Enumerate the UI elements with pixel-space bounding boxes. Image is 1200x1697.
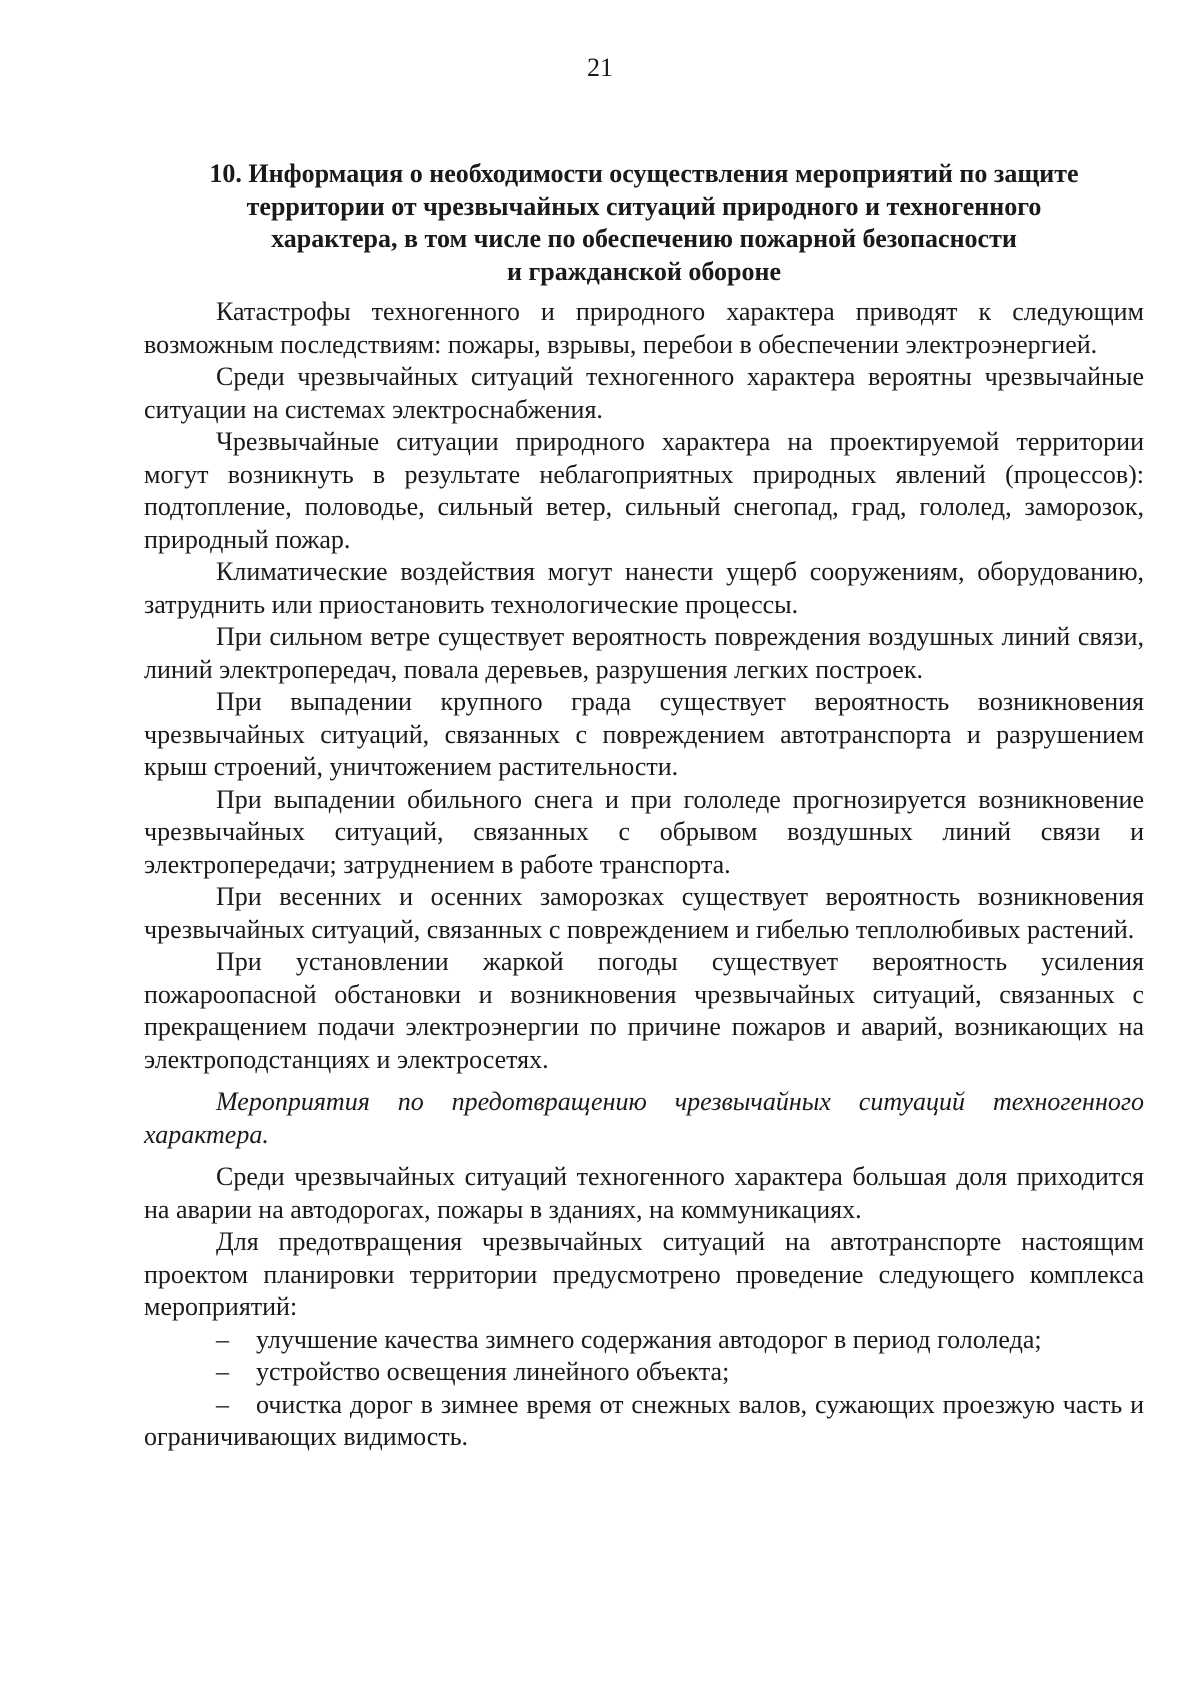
paragraph: Климатические воздействия могут нанести ущерб сооружениям, оборудованию, затруднить или приостановить технологические процессы. — [144, 557, 1144, 619]
measures-list — [144, 1324, 1144, 1454]
paragraph: Чрезвычайные ситуации природного характера на проектируемой территории могут возникнуть в результате неблагоприятных природных явлений (процессов): подтопление, половодье, сильный ветер, сильный снегопад, град, гололед, заморозок, природный пожар. — [144, 427, 1144, 554]
paragraph: Среди чрезвычайных ситуаций техногенного характера большая доля приходится на аварии на автодорогах, пожары в зданиях, на коммуникациях. — [144, 1162, 1144, 1224]
heading-line: характера, в том числе по обеспечению пожарной безопасности — [271, 224, 1017, 253]
paragraph: Среди чрезвычайных ситуаций техногенного характера вероятны чрезвычайные ситуации на системах электроснабжения. — [144, 362, 1144, 424]
paragraph: При весенних и осенних заморозках существует вероятность возникновения чрезвычайных ситуаций, связанных с повреждением и гибелью теплолюбивых растений. — [144, 882, 1144, 944]
paragraph: Катастрофы техногенного и природного характера приводят к следующим возможным последствиям: пожары, взрывы, перебои в обеспечении электроэнергией. — [144, 297, 1144, 359]
list-item-text: улучшение качества зимнего содержания автодорог в период гололеда; — [256, 1324, 1042, 1354]
list-item — [144, 1389, 1144, 1454]
italic-subheading: Мероприятия по предотвращению чрезвычайных ситуаций техногенного характера. — [144, 1087, 1144, 1149]
page-content — [144, 158, 1144, 1454]
list-dash: – — [216, 1357, 229, 1386]
section-heading — [144, 158, 1144, 288]
paragraph: Для предотвращения чрезвычайных ситуаций на автотранспорте настоящим проектом планировки территории предусмотрено проведение следующего комплекса мероприятий: — [144, 1227, 1144, 1321]
heading-line: 10. Информация о необходимости осуществления мероприятий по защите — [209, 159, 1079, 188]
heading-line: территории от чрезвычайных ситуаций природного и техногенного — [246, 191, 1042, 221]
paragraph: При сильном ветре существует вероятность повреждения воздушных линий связи, линий электропередач, повала деревьев, разрушения легких построек. — [144, 622, 1144, 684]
list-item — [144, 1324, 1144, 1357]
list-item-text: устройство освещения линейного объекта; — [256, 1357, 730, 1386]
list-dash: – — [216, 1389, 229, 1419]
heading-line: и гражданской обороне — [506, 256, 782, 286]
list-item — [144, 1356, 1144, 1389]
paragraph: При выпадении обильного снега и при гололеде прогнозируется возникновение чрезвычайных ситуаций, связанных с обрывом воздушных линий связи и электропередачи; затруднением в работе транспорта. — [144, 784, 1144, 879]
list-dash: – — [216, 1324, 229, 1354]
page-number: 21 — [587, 53, 613, 82]
paragraph: При установлении жаркой погоды существует вероятность усиления пожароопасной обстановки и возникновения чрезвычайных ситуаций, связанных с прекращением подачи электроэнергии по причине пожаров и аварий, возникающих на электроподстанциях и электросетях. — [144, 947, 1144, 1074]
paragraph: При выпадении крупного града существует вероятность возникновения чрезвычайных ситуаций, связанных с повреждением автотранспорта и разрушением крыш строений, уничтожением растительности. — [144, 687, 1144, 781]
list-item-text: очистка дорог в зимнее время от снежных валов, сужающих проезжую часть и ограничивающих видимость. — [144, 1389, 1144, 1451]
